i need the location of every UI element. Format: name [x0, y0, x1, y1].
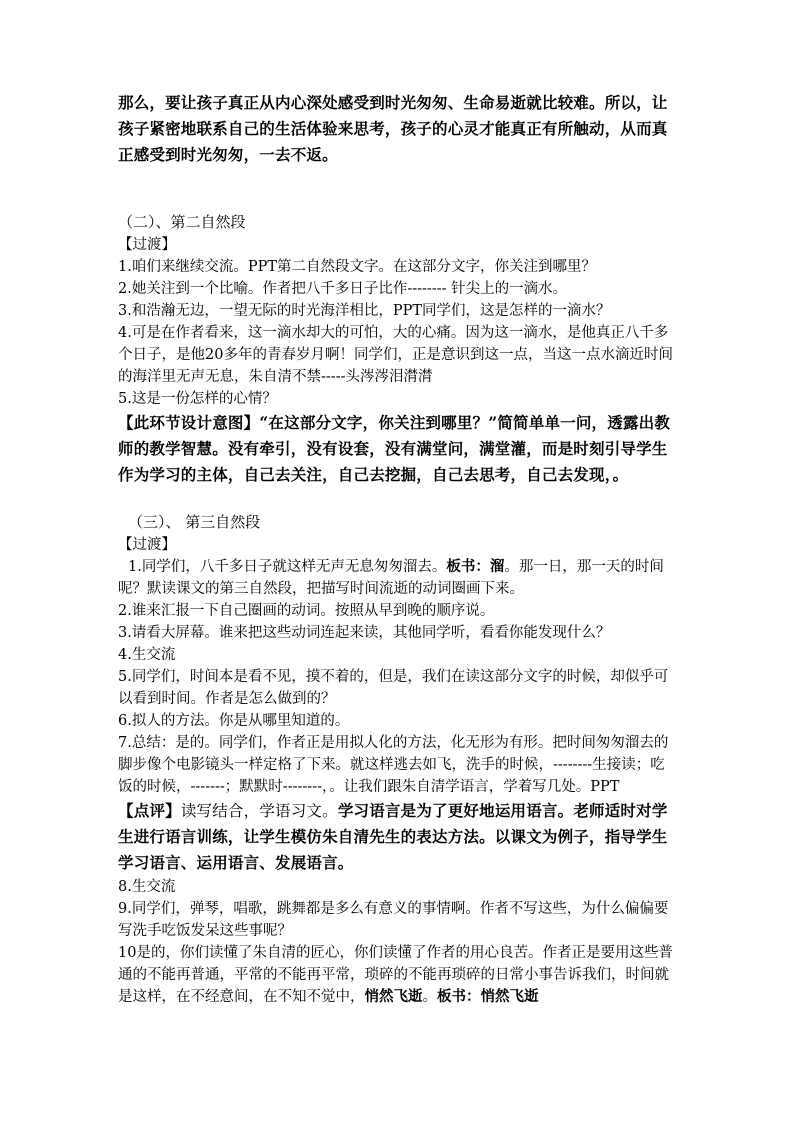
section2-item-5: 5.这是一份怎样的心情？: [118, 391, 277, 407]
section3-comment: [118, 798, 678, 876]
section2-item-1: 1.咱们来继续交流。PPT第二自然段文字。在这部分文字，你关注到哪里？: [118, 259, 597, 275]
section3-item-5: 5.同学们，时间本是看不见，摸不着的，但是，我们在读这部分文字的时候，却似乎可以看到时间。作者是怎么做到的？: [118, 669, 669, 707]
comment-text: 读写结合，学语习文。: [180, 802, 338, 820]
spacer: [118, 168, 678, 210]
section2-heading: （二）、第二自然段: [118, 213, 246, 231]
comment-label: 【点评】: [118, 801, 181, 820]
item10-text: 10是的，你们读懂了朱自清的匠心，你们读懂了作者的用心良苦。作者正是要用这些普通的不能再普通，平常的不能再平常，琐碎的不能再琐碎的日常小事告诉我们，时间就是这样，在不经意间，在不知不觉中，: [118, 945, 673, 1005]
section3-heading: （三）、 第三自然段: [128, 513, 261, 531]
section3-item-9: 9.同学们，弹琴，唱歌，跳舞都是多么有意义的事情啊。作者不写这些，为什么偏偏要写洗手吃饭发呆这些事呢？: [118, 901, 669, 939]
spacer: [118, 488, 678, 510]
document-page: [118, 90, 678, 1008]
item1-text-cont: 。那一日，那一天的时间呢？默读课文的第三自然段，把描写时间流逝的动词圈画下来。: [118, 559, 664, 597]
intent-text: “在这部分文字，你关注到哪里？”简简单单一问，透露出教师的教学智慧。没有牵引，没有设套，没有满堂问，满堂灌，而是时刻引导学生作为学习的主体，自己去关注，自己去挖掘，自己去思考，自己去发现，。: [118, 413, 671, 484]
section3-item-8: 8.生交流: [118, 879, 176, 895]
item10-period: 。: [422, 989, 437, 1005]
intro-paragraph: 那么，要让孩子真正从内心深处感受到时光匆匆、生命易逝就比较难。所以，让孩子紧密地联系自己的生活体验来思考，孩子的心灵才能真正有所触动，从而真正感受到时光匆匆，一去不返。: [118, 93, 668, 164]
section3-item-10: [118, 942, 678, 1008]
section3-item-6: 6.拟人的方法。你是从哪里知道的。: [118, 713, 350, 729]
item10-bold-phrase: 悄然飞逝: [364, 988, 423, 1005]
section3-item-7: 7.总结：是的。同学们，作者正是用拟人化的方法，化无形为有形。把时间匆匆溜去的脚步像个电影镜头一样定格了下来。就这样逃去如飞，洗手的时候，--------生接读；吃饭的时候，-------；默默时--------，。让我们跟朱自清学语言，学着写几处。PPT: [118, 735, 669, 795]
item1-text: 1.同学们，八千多日子就这样无声无息匆匆溜去。: [128, 559, 447, 575]
section3-transition: 【过渡】: [118, 537, 176, 553]
board-note-liu: 板书：溜: [446, 558, 505, 575]
section2-intent: [118, 410, 678, 488]
board-note-qiaoran: 板书：悄然飞逝: [437, 988, 539, 1005]
section3-item-3: 3.请看大屏幕。谁来把这些动词连起来读，其他同学听，看看你能发现什么？: [118, 625, 611, 641]
section3-item-2: 2.谁来汇报一下自己圈画的动词。按照从早到晚的顺序说。: [118, 603, 495, 619]
intent-label: 【此环节设计意图】: [118, 413, 260, 432]
section2-transition: 【过渡】: [118, 237, 176, 253]
section2-item-4: 4.可是在作者看来，这一滴水却大的可怕，大的心痛。因为这一滴水，是他真正八千多个日子，是他20多年的青春岁月啊！同学们，正是意识到这一点，当这一点水滴近时间的海洋里无声无息，朱自清不禁-----头涔涔泪潸潸: [118, 325, 673, 385]
section3-item-1: [118, 556, 678, 600]
section2-item-3: 3.和浩瀚无边，一望无际的时光海洋相比，PPT同学们，这是怎样的一滴水？: [118, 303, 611, 319]
section3-item-4: 4.生交流: [118, 647, 176, 663]
section2-item-2: 2.她关注到一个比喻。作者把八千多日子比作-------- 针尖上的一滴水。: [118, 281, 568, 297]
comment-bold-text: 学习语言是为了更好地运用语言。老师适时对学生进行语言训练，让学生模仿朱自清先生的表达方法。以课文为例子，指导学生学习语言、运用语言、发展语言。: [118, 801, 668, 872]
